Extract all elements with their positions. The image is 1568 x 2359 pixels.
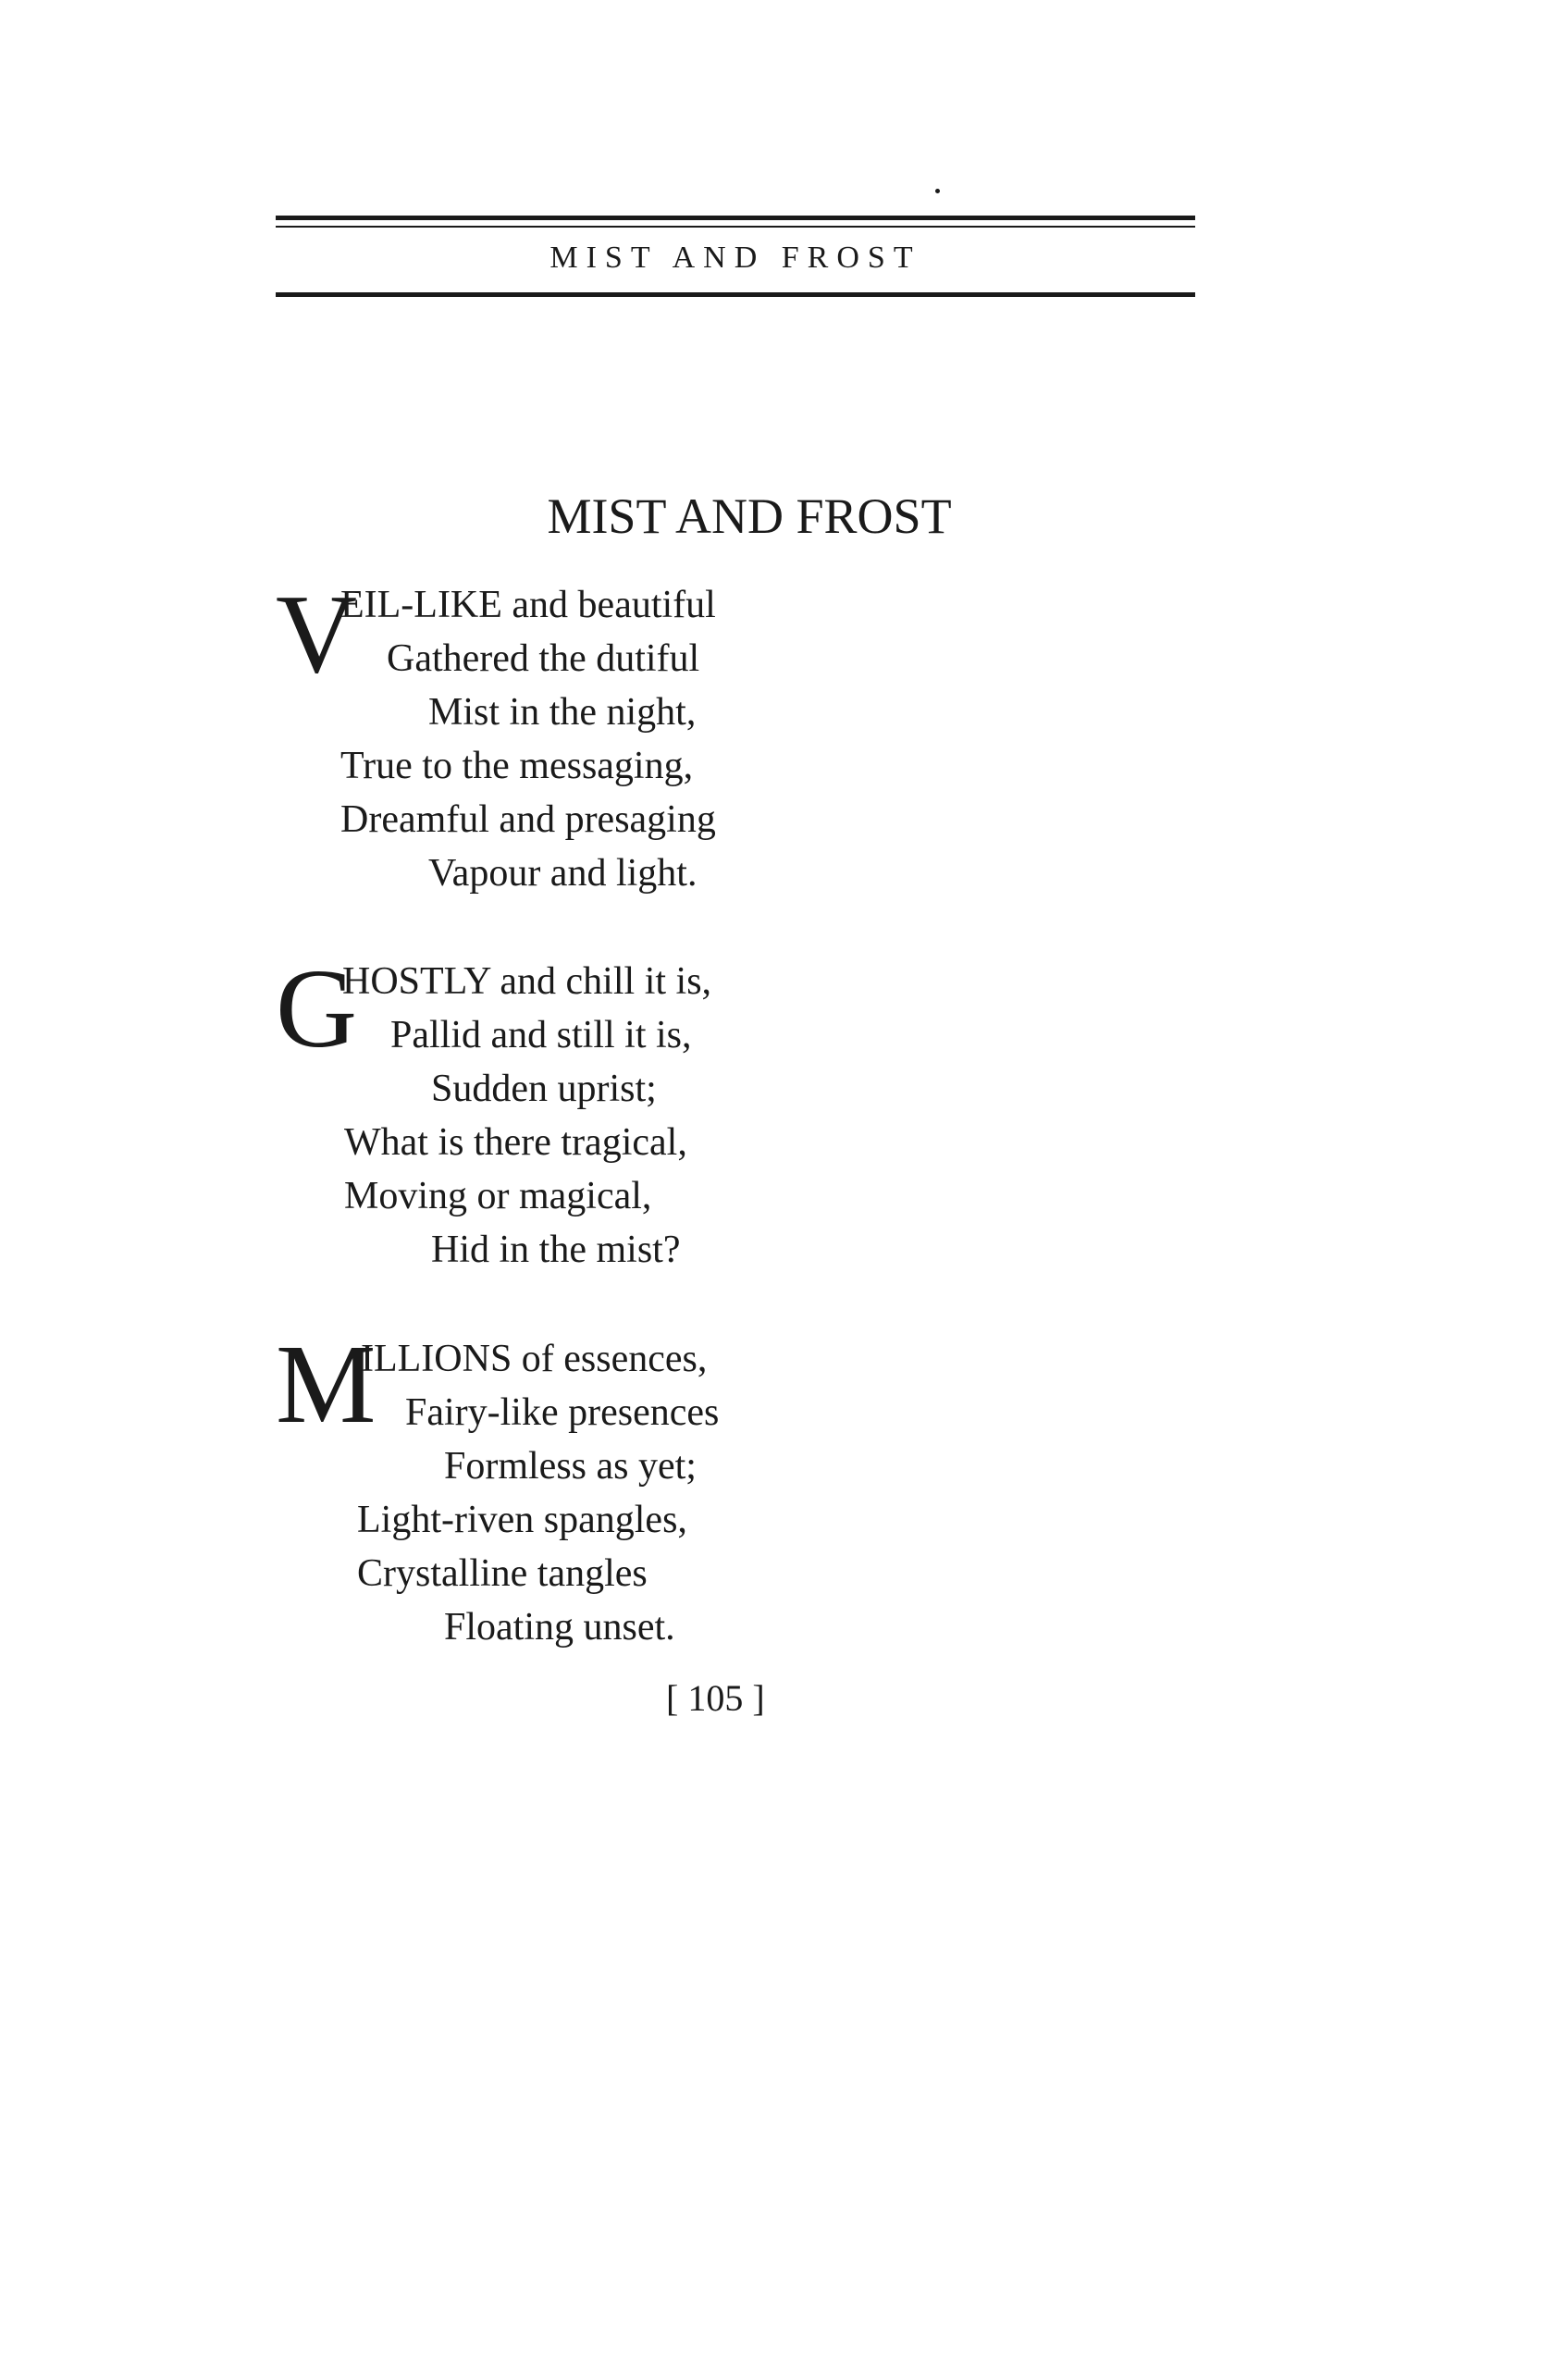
verse-line: Formless as yet; bbox=[444, 1445, 697, 1488]
poem-title: MIST AND FROST bbox=[547, 488, 952, 544]
verse-line: Crystalline tangles bbox=[357, 1552, 648, 1595]
verse-line: Gathered the dutiful bbox=[387, 637, 700, 680]
verse-line: True to the messaging, bbox=[340, 745, 694, 787]
verse-line: Dreamful and presaging bbox=[340, 798, 716, 841]
page-number: [ 105 ] bbox=[666, 1677, 765, 1719]
header-rule-top bbox=[276, 216, 1195, 220]
verse-line: Pallid and still it is, bbox=[390, 1014, 692, 1056]
verse-line: What is there tragical, bbox=[344, 1121, 687, 1164]
verse-line: HOSTLY and chill it is, bbox=[342, 960, 712, 1003]
verse-line: Light-riven spangles, bbox=[357, 1499, 687, 1541]
verse-line: EIL-LIKE and beautiful bbox=[340, 584, 716, 626]
header-rule-bottom bbox=[276, 292, 1195, 297]
drop-cap-initial: M bbox=[276, 1322, 377, 1447]
verse-line: Sudden uprist; bbox=[431, 1068, 657, 1110]
verse-line: ILLIONS of essences, bbox=[361, 1338, 708, 1380]
drop-cap-initial: V bbox=[276, 572, 358, 697]
running-head: MIST AND FROST bbox=[549, 241, 921, 275]
verse-line: Vapour and light. bbox=[428, 852, 698, 895]
verse-line: Mist in the night, bbox=[428, 691, 697, 734]
verse-line: Hid in the mist? bbox=[431, 1229, 681, 1271]
verse-line: Fairy-like presences bbox=[405, 1391, 720, 1434]
header-rule-thin bbox=[276, 226, 1195, 228]
verse-line: Floating unset. bbox=[444, 1606, 675, 1649]
print-speck bbox=[935, 189, 940, 193]
drop-cap-initial: G bbox=[276, 946, 358, 1071]
verse-line: Moving or magical, bbox=[344, 1175, 652, 1217]
